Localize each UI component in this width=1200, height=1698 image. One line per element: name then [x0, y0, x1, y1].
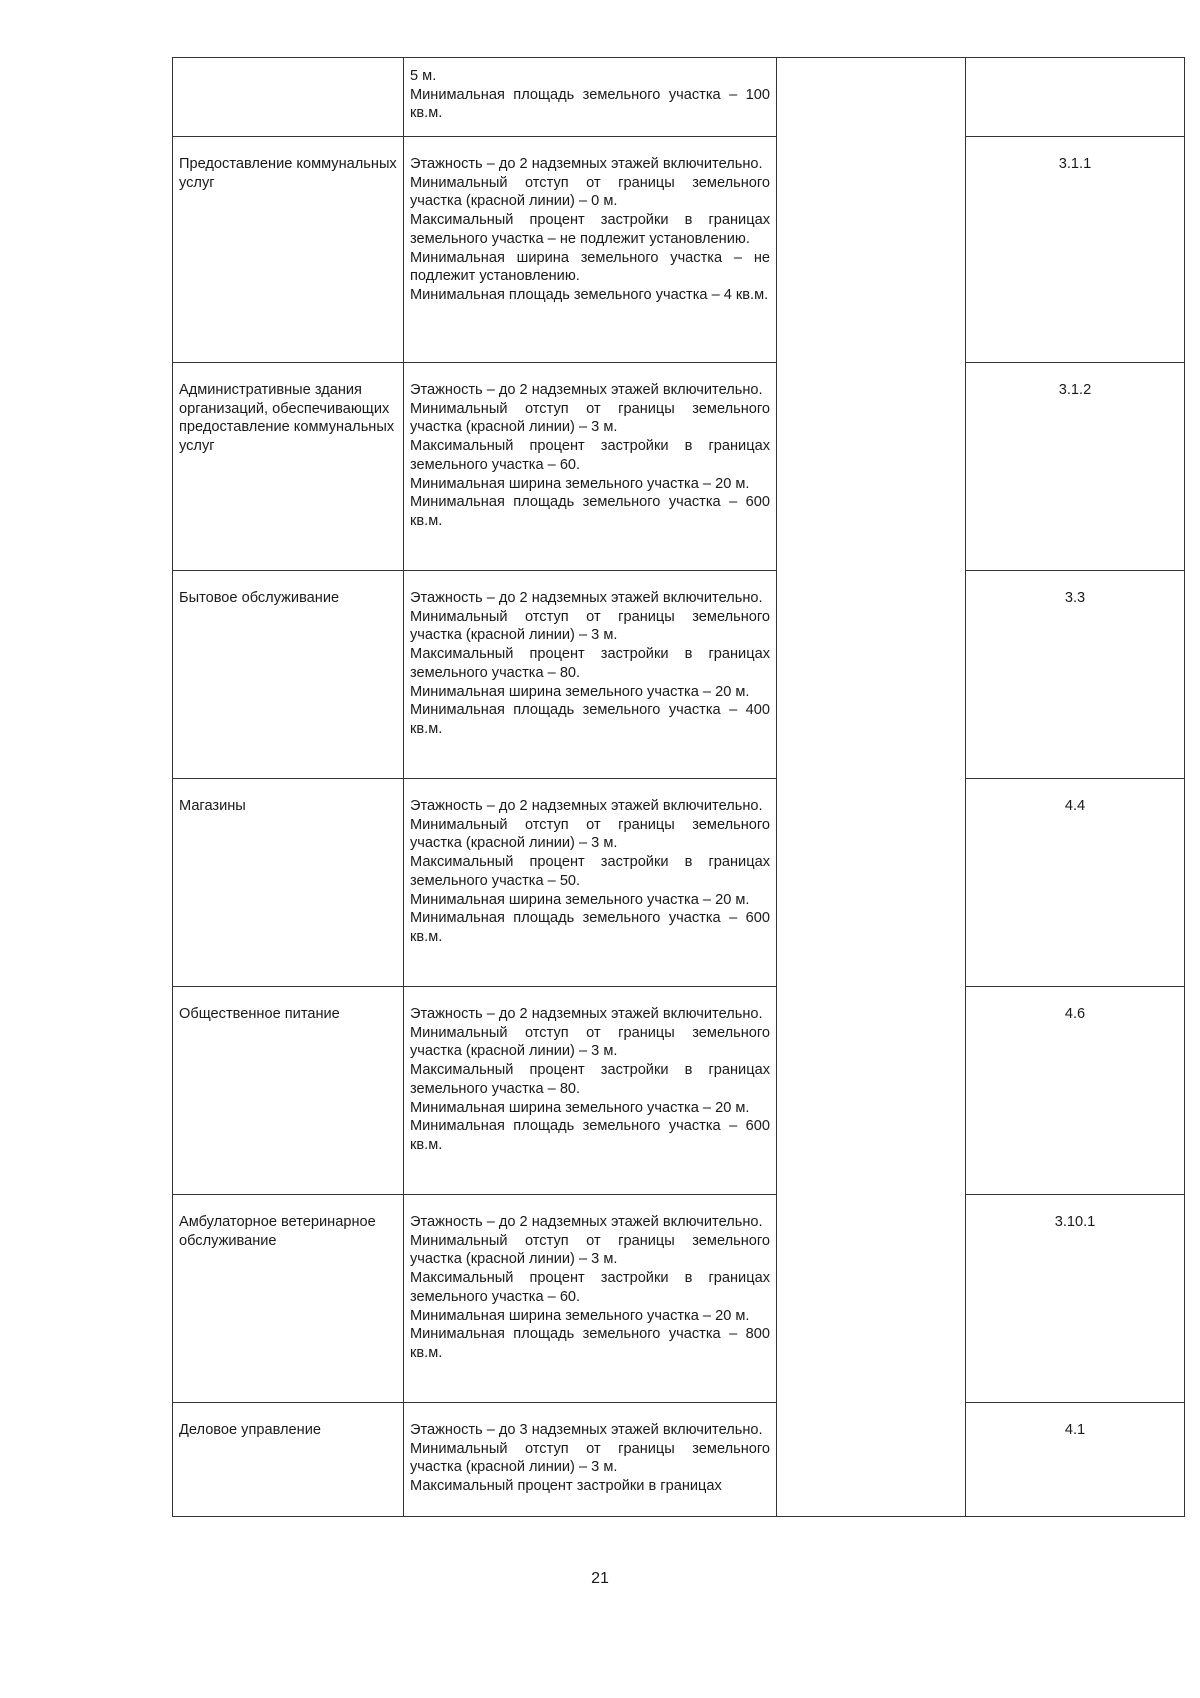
code-cell: [966, 58, 1185, 137]
table-row: [173, 137, 1185, 363]
parameter-line: Минимальный отступ от границы земельного участка (красной линии) – 3 м.: [410, 1232, 770, 1268]
parameters-cell: [404, 363, 777, 571]
code-cell: 3.1.1: [966, 137, 1185, 363]
parameter-line: Максимальный процент застройки в границах земельного участка – 80.: [410, 646, 770, 681]
parameter-line: Минимальный отступ от границы земельного участка (красной линии) – 0 м.: [410, 174, 770, 210]
parameter-line: Этажность – до 2 надземных этажей включительно.: [410, 1006, 763, 1022]
parameters-cell: [404, 58, 777, 137]
parameter-line: Максимальный процент застройки в границах земельного участка – 50.: [410, 854, 770, 889]
parameter-line: Минимальная площадь земельного участка – 100 кв.м.: [410, 86, 770, 122]
parameter-line: Этажность – до 2 надземных этажей включительно.: [410, 382, 763, 398]
zoning-parameters-table: [172, 57, 1185, 1517]
parameter-line: Минимальный отступ от границы земельного участка (красной линии) – 3 м.: [410, 1440, 770, 1476]
table-row: [173, 58, 1185, 137]
parameters-cell: [404, 1195, 777, 1403]
code-cell: 4.1: [966, 1403, 1185, 1517]
empty-column-cell: [777, 987, 966, 1195]
parameters-cell: [404, 571, 777, 779]
parameter-line: Максимальный процент застройки в границах земельного участка – не подлежит установлению.: [410, 212, 770, 247]
parameter-line: Минимальная ширина земельного участка – 20 м.: [410, 683, 750, 700]
parameter-line: Минимальный отступ от границы земельного участка (красной линии) – 3 м.: [410, 608, 770, 644]
empty-column-cell: [777, 137, 966, 363]
table-row: [173, 363, 1185, 571]
page-number: 21: [591, 1570, 609, 1587]
parameter-line: Максимальный процент застройки в границах: [410, 1478, 722, 1495]
parameter-line: Минимальная ширина земельного участка – 20 м.: [410, 891, 750, 908]
parameter-line: Минимальная ширина земельного участка – 20 м.: [410, 1099, 750, 1116]
use-type-cell: [173, 58, 404, 137]
parameter-line: Минимальная ширина земельного участка – 20 м.: [410, 1307, 750, 1324]
parameters-cell: [404, 137, 777, 363]
code-cell: 4.4: [966, 779, 1185, 987]
parameter-line: Минимальный отступ от границы земельного участка (красной линии) – 3 м.: [410, 816, 770, 852]
parameter-line: Минимальная площадь земельного участка – 600 кв.м.: [410, 1118, 770, 1153]
empty-column-cell: [777, 571, 966, 779]
parameter-line: Минимальная площадь земельного участка – 4 кв.м.: [410, 286, 769, 303]
table-row: [173, 1195, 1185, 1403]
parameter-line: 5 м.: [410, 68, 437, 84]
empty-column-cell: [777, 1403, 966, 1517]
use-type-cell: Магазины: [173, 779, 404, 987]
parameter-line: Минимальная площадь земельного участка – 600 кв.м.: [410, 494, 770, 529]
parameter-line: Максимальный процент застройки в границах земельного участка – 80.: [410, 1062, 770, 1097]
use-type-cell: Бытовое обслуживание: [173, 571, 404, 779]
code-cell: 3.10.1: [966, 1195, 1185, 1403]
parameter-line: Максимальный процент застройки в границах земельного участка – 60.: [410, 438, 770, 473]
parameter-line: Минимальный отступ от границы земельного участка (красной линии) – 3 м.: [410, 400, 770, 436]
empty-column-cell: [777, 363, 966, 571]
table-row: [173, 987, 1185, 1195]
parameter-line: Этажность – до 2 надземных этажей включительно.: [410, 798, 763, 814]
parameters-cell: [404, 1403, 777, 1517]
use-type-cell: Административные здания организаций, обеспечивающих предоставление коммунальных услуг: [173, 363, 404, 571]
parameter-line: Минимальная площадь земельного участка – 600 кв.м.: [410, 910, 770, 945]
empty-column-cell: [777, 1195, 966, 1403]
use-type-cell: Деловое управление: [173, 1403, 404, 1517]
parameter-line: Этажность – до 2 надземных этажей включительно.: [410, 156, 763, 172]
parameter-line: Минимальный отступ от границы земельного участка (красной линии) – 3 м.: [410, 1024, 770, 1060]
parameters-cell: [404, 987, 777, 1195]
empty-column-cell: [777, 779, 966, 987]
use-type-cell: Амбулаторное ветеринарное обслуживание: [173, 1195, 404, 1403]
parameter-line: Минимальная площадь земельного участка – 400 кв.м.: [410, 702, 770, 737]
code-cell: 3.1.2: [966, 363, 1185, 571]
use-type-cell: Общественное питание: [173, 987, 404, 1195]
code-cell: 3.3: [966, 571, 1185, 779]
empty-column-cell: [777, 58, 966, 137]
parameters-cell: [404, 779, 777, 987]
parameter-line: Минимальная ширина земельного участка – 20 м.: [410, 475, 750, 492]
use-type-cell: Предоставление коммунальных услуг: [173, 137, 404, 363]
parameter-line: Минимальная ширина земельного участка – не подлежит установлению.: [410, 249, 770, 285]
parameter-line: Этажность – до 3 надземных этажей включительно.: [410, 1422, 763, 1438]
table-row: [173, 779, 1185, 987]
parameter-line: Максимальный процент застройки в границах земельного участка – 60.: [410, 1270, 770, 1305]
parameter-line: Этажность – до 2 надземных этажей включительно.: [410, 590, 763, 606]
code-cell: 4.6: [966, 987, 1185, 1195]
parameter-line: Минимальная площадь земельного участка – 800 кв.м.: [410, 1326, 770, 1361]
table-row: [173, 571, 1185, 779]
parameter-line: Этажность – до 2 надземных этажей включительно.: [410, 1214, 763, 1230]
table-row: [173, 1403, 1185, 1517]
